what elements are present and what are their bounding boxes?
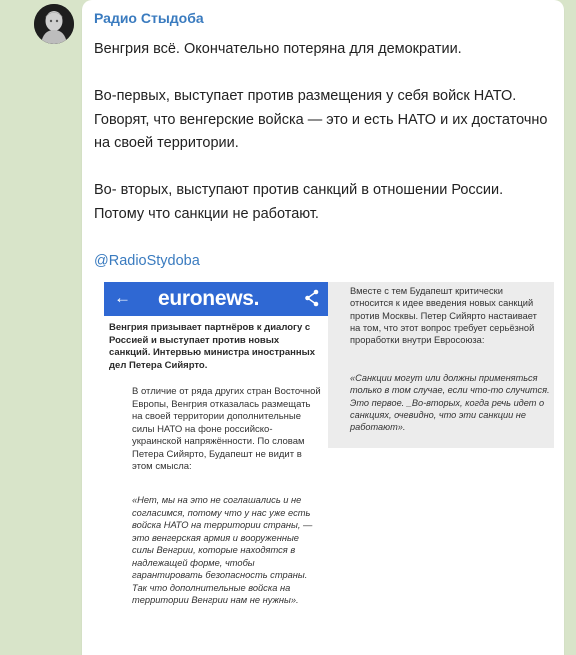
channel-avatar[interactable] <box>34 4 74 44</box>
euronews-logo: euronews. <box>158 287 260 310</box>
message-paragraph: Во-первых, выступает против размещения у себя войск НАТО. Говорят, что венгерские войска — это и есть НАТО и их достаточно на своей территории. <box>94 88 548 151</box>
euronews-screenshot <box>104 282 328 622</box>
arrow-left-icon: ← <box>114 288 131 307</box>
message-text <box>94 38 554 297</box>
article-continuation <box>328 282 554 448</box>
article-lead: Венгрия призывает партнёров к диалогу с Россией и выступает против новых санкций. Интервью министра иностранных дел Петера Сийярто. <box>109 322 315 371</box>
article-quote: «Санкции могут или должны применяться только в том случае, если что-то случится. Это первое. _Во-вторых, когда речь идет о санкциях, очевидно, что эти санкции не работают». <box>350 373 550 433</box>
channel-link[interactable]: @RadioStydoba <box>94 252 200 269</box>
euronews-header <box>104 282 328 316</box>
message-bubble <box>82 0 564 655</box>
article-quote: «Нет, мы на это не соглашались и не согласимся, потому что у нас уже есть войска НАТО на территории страны, — это венгерская армия и вооруженные силы Венгрии, которые находятся в надлежащей форме, чтобы гарантировать безопасность страны. Так что дополнительные войска на территории Венгрии нам не нужны». <box>132 495 313 605</box>
message-paragraph: Во- вторых, выступают против санкций в отношении России. Потому что санкции не работают. <box>94 182 504 222</box>
channel-name[interactable]: Радио Стыдоба <box>94 10 204 26</box>
share-icon <box>304 289 320 307</box>
message-paragraph: Венгрия всё. Окончательно потеряна для демократии. <box>94 41 462 57</box>
article-body: В отличие от ряда других стран Восточной Европы, Венгрия отказалась размещать на своей территории дополнительные силы НАТО на фоне российско-украинской напряжённости. По словам Петера Сийярто, Будапешт не видит в этом смысла: <box>132 386 321 472</box>
article-body: Вместе с тем Будапешт критически относится к идее введения новых санкций против Москвы. Петер Сийярто настаивает на том, что этот вопрос требует серьёзной проработки внутри Евросоюза: <box>350 286 537 346</box>
attached-image[interactable] <box>102 280 554 628</box>
statue-avatar-icon <box>34 4 74 44</box>
